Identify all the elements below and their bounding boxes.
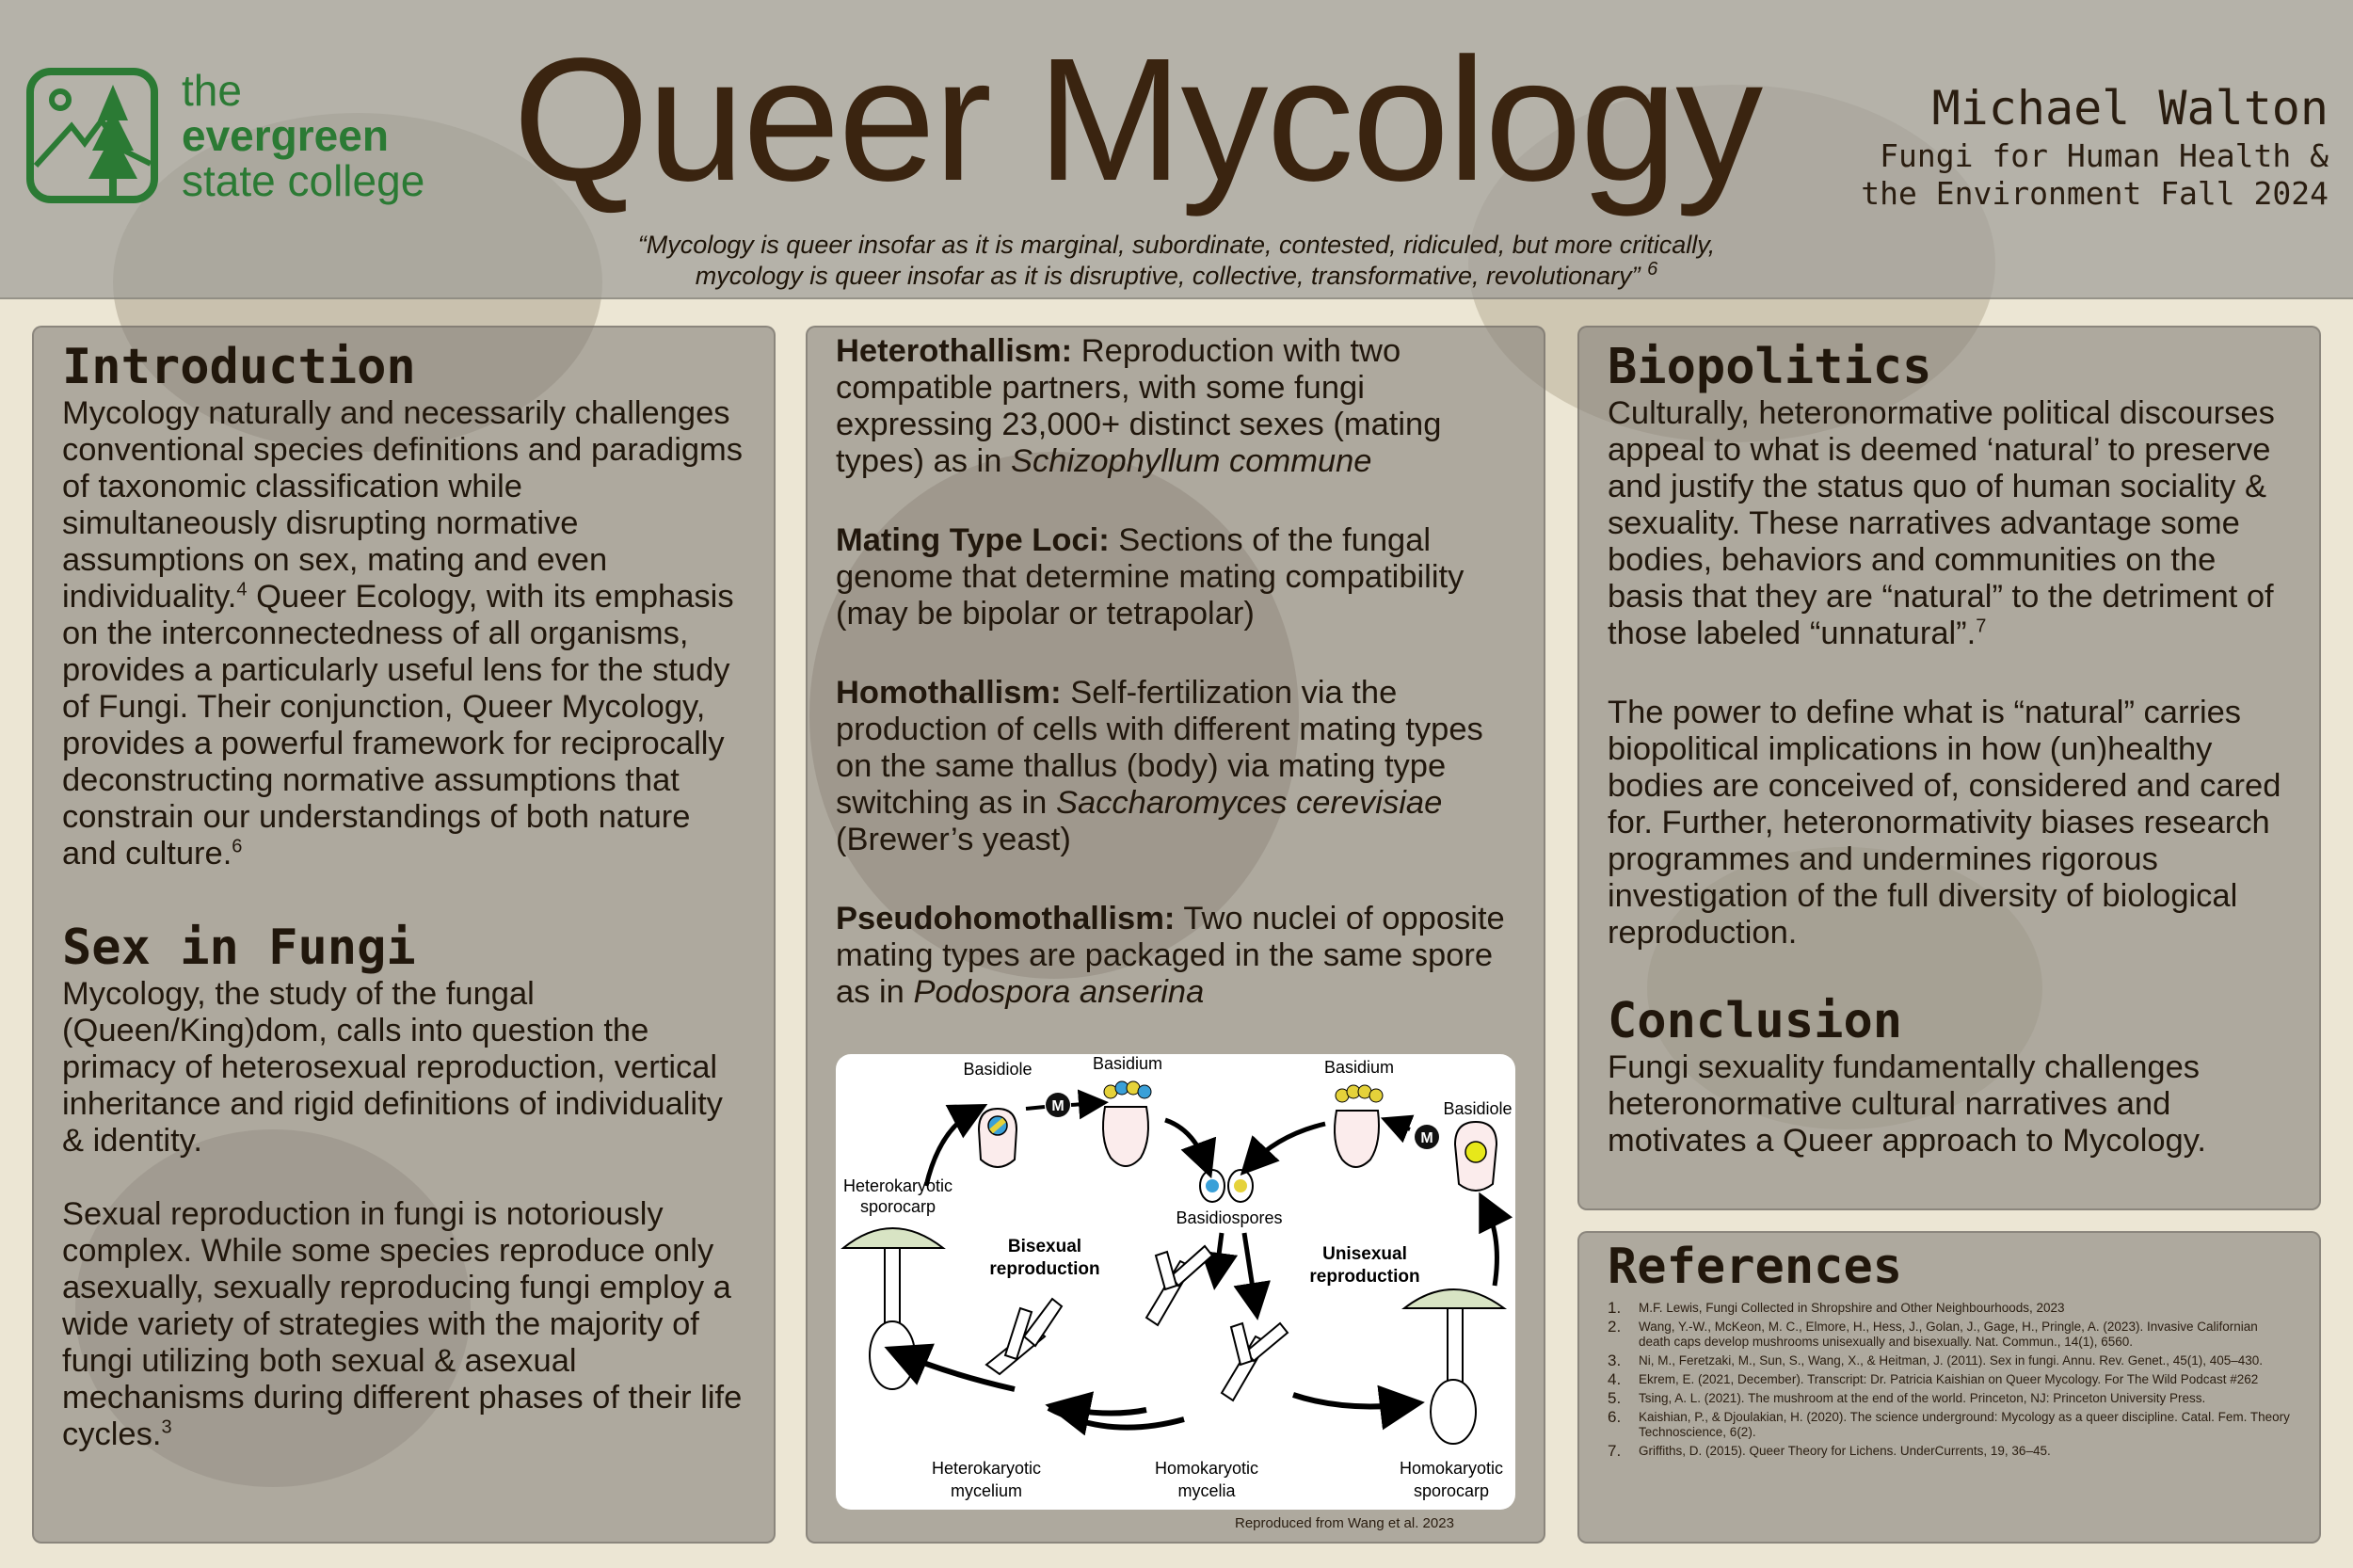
- mating-loci-term: Mating Type Loci:: [836, 522, 1110, 558]
- label-homokaryotic-sporocarp-2: sporocarp: [1413, 1481, 1490, 1500]
- pseudohomothallism-species: Podospora anserina: [913, 974, 1205, 1010]
- conclusion-heading: Conclusion: [1608, 993, 1903, 1049]
- label-basidiole-right: Basidiole: [1443, 1099, 1513, 1118]
- reference-number: 5.: [1608, 1389, 1622, 1407]
- biopolitics-para-1: [1608, 395, 2291, 652]
- sex-in-fungi-ref: 3: [161, 1416, 172, 1438]
- heterothallism-text: Reproduction with two compatible partners, with some fungi expressing 23,000+ distinct sexes (mating types) as in: [836, 333, 1442, 479]
- reference-item: [1608, 1353, 2291, 1368]
- biopolitics-heading: Biopolitics: [1608, 339, 1932, 395]
- intro-text-b: Queer Ecology, with its emphasis on the interconnectedness of all organisms, provides a particularly useful lens for the study of Fungi. Their conjunction, Queer Mycology, provides a powerful framework for reciprocally deconstructing normative assumptions that constrain our understandings of both nature and culture.: [62, 579, 734, 872]
- author-block: [1861, 79, 2329, 213]
- diagram-credit: Reproduced from Wang et al. 2023: [1235, 1515, 1454, 1531]
- reference-text: Kaishian, P., & Djoulakian, H. (2020). The science underground: Mycology as a queer discipline. Catal. Fem. Theory Technoscience, 6(2).: [1639, 1410, 2290, 1439]
- homothallism-tail: (Brewer’s yeast): [836, 822, 1071, 857]
- biopolitics-para-1-text: Culturally, heteronormative political discourses appeal to what is deemed ‘natural’ to preserve and justify the status quo of human sociality & sexuality. These narratives advantage some bodies, behaviors and communities on the basis that they are “natural” to the detriment of those labeled “unnatural”.: [1608, 395, 2275, 651]
- arrow-8: [926, 1111, 975, 1186]
- pseudohomothallism-text: Two nuclei of opposite mating types are packaged in the same spore as in: [836, 901, 1505, 1010]
- biopolitics-ref: 7: [1976, 616, 1987, 637]
- heterothallism-species: Schizophyllum commune: [1011, 443, 1372, 479]
- label-heterokaryotic-sporocarp-2: sporocarp: [859, 1197, 936, 1216]
- mycelium-heterokaryotic: [986, 1299, 1062, 1374]
- label-heterokaryotic-sporocarp-1: Heterokaryotic: [842, 1176, 953, 1195]
- mating-loci-text: Sections of the fungal genome that determine mating compatibility (may be bipolar or tetrapolar): [836, 522, 1465, 632]
- epigraph-quote: [282, 230, 2071, 292]
- references-list: [1608, 1301, 2291, 1459]
- homothallism-species: Saccharomyces cerevisiae: [1055, 785, 1443, 821]
- intro-text: [62, 395, 745, 872]
- reference-text: Ni, M., Feretzaki, M., Sun, S., Wang, X., & Heitman, J. (2011). Sex in fungi. Annu. Rev. Genet., 45(1), 405–430.: [1639, 1353, 2264, 1368]
- reference-number: 4.: [1608, 1370, 1622, 1388]
- homothallism-term: Homothallism:: [836, 675, 1062, 711]
- reference-item: [1608, 1391, 2291, 1406]
- course-line-2: the Environment Fall 2024: [1861, 175, 2329, 212]
- references-panel: [1577, 1231, 2321, 1544]
- quote-ref: 6: [1647, 259, 1658, 280]
- homothallism-def: [836, 675, 1515, 858]
- homothallism-text: Self-fertilization via the production of cells with different mating types on the same thallus (body) via mating type switching as in: [836, 675, 1483, 821]
- author-name: Michael Walton: [1931, 81, 2329, 136]
- logo-wordmark: [182, 68, 424, 203]
- label-unisexual-2: reproduction: [1309, 1267, 1420, 1287]
- heterothallism-term: Heterothallism:: [836, 333, 1073, 369]
- arrow-1: [1026, 1107, 1045, 1109]
- mating-loci-def: [836, 522, 1515, 632]
- biopolitics-panel: [1577, 326, 2321, 1210]
- label-heterokaryotic-mycelium-2: mycelium: [950, 1481, 1023, 1500]
- meiosis-label-left: M: [1051, 1098, 1064, 1114]
- life-cycle-svg: [836, 1054, 1515, 1510]
- pseudohomothallism-def: [836, 901, 1515, 1011]
- intro-ref-a: 4: [236, 579, 248, 600]
- basidium-left: [1103, 1081, 1151, 1166]
- arrow-3: [1391, 1122, 1410, 1129]
- quote-line-1: “Mycology is queer insofar as it is marginal, subordinate, contested, ridiculed, but more critically,: [637, 231, 1716, 259]
- reference-item: [1608, 1372, 2291, 1387]
- poster-header: [0, 0, 2353, 299]
- arrow-5: [1250, 1124, 1325, 1165]
- arrow-2: [1071, 1103, 1097, 1105]
- label-basidiospores: Basidiospores: [1176, 1208, 1283, 1227]
- poster-title: Queer Mycology: [513, 23, 1762, 217]
- conclusion-text: Fungi sexuality fundamentally challenges heteronormative cultural narratives and motivates a Queer approach to Mycology.: [1608, 1049, 2207, 1159]
- reference-number: 1.: [1608, 1299, 1622, 1317]
- reference-number: 3.: [1608, 1352, 1622, 1369]
- basidiole-right: [1455, 1122, 1497, 1191]
- reference-item: [1608, 1410, 2291, 1440]
- reference-item: [1608, 1444, 2291, 1459]
- quote-line-2: mycology is queer insofar as it is disruptive, collective, transformative, revolutionary”: [695, 262, 1641, 290]
- pseudohomothallism-term: Pseudohomothallism:: [836, 901, 1176, 936]
- intro-ref-b: 6: [232, 836, 243, 857]
- arrow-12: [1062, 1408, 1146, 1414]
- intro-heading: Introduction: [62, 339, 416, 395]
- logo-line-2: evergreen: [182, 111, 389, 160]
- label-homokaryotic-mycelia-2: mycelia: [1177, 1481, 1236, 1500]
- arrow-9: [1485, 1205, 1497, 1286]
- logo-line-3: state college: [182, 156, 425, 205]
- mushroom-right: [1404, 1289, 1504, 1444]
- basidiole-left: [979, 1109, 1016, 1167]
- sex-in-fungi-para-2: [62, 1196, 745, 1453]
- meiosis-label-right: M: [1420, 1130, 1433, 1146]
- label-basidium-right: Basidium: [1323, 1058, 1395, 1077]
- reference-item: [1608, 1301, 2291, 1316]
- logo-line-1: the: [182, 66, 242, 115]
- label-bisexual-1: Bisexual: [1007, 1237, 1082, 1256]
- label-basidiole-left: Basidiole: [963, 1060, 1032, 1079]
- basidium-right: [1335, 1085, 1383, 1167]
- mycelium-homokaryotic-2: [1222, 1323, 1288, 1400]
- basidiospores: [1200, 1170, 1253, 1202]
- course-line-1: Fungi for Human Health &: [1880, 137, 2329, 174]
- arrow-7: [1244, 1233, 1256, 1306]
- label-basidium-left: Basidium: [1092, 1054, 1163, 1073]
- reference-number: 2.: [1608, 1318, 1622, 1336]
- mycelium-homokaryotic-1: [1146, 1246, 1212, 1325]
- evergreen-logo: [26, 68, 459, 218]
- sex-in-fungi-para-2-text: Sexual reproduction in fungi is notoriously complex. While some species reproduce only asexually, sexually reproducing fungi employ a wide variety of strategies with the majority of fungi utilizing both sexual & asexual mechanisms during different phases of their life cycles.: [62, 1196, 743, 1452]
- biopolitics-para-2: The power to define what is “natural” carries biopolitical implications in how (un)healthy bodies are conceived of, considered and cared for. Further, heteronormativity biases research programmes and undermines rigorous investigation of the full diversity of biological reproduction.: [1608, 695, 2281, 951]
- logo-emblem-icon: [26, 68, 158, 203]
- reference-item: [1608, 1320, 2291, 1350]
- label-heterokaryotic-mycelium-1: Heterokaryotic: [931, 1459, 1042, 1478]
- reference-text: Griffiths, D. (2015). Queer Theory for Lichens. UnderCurrents, 19, 36–45.: [1639, 1444, 2051, 1458]
- reference-text: Ekrem, E. (2021, December). Transcript: Dr. Patricia Kaishian on Queer Mycology. For The Wild Podcast #262: [1639, 1372, 2259, 1386]
- reference-text: Tsing, A. L. (2021). The mushroom at the end of the world. Princeton, NJ: Princeton University Press.: [1639, 1391, 2206, 1405]
- intro-text-a: Mycology naturally and necessarily challenges conventional species definitions and paradigms of taxonomic classification while simultaneously disrupting normative assumptions on sex, mating and even individuality.: [62, 395, 744, 615]
- sex-in-fungi-para-1: Mycology, the study of the fungal (Queen/King)dom, calls into question the primacy of heterosexual reproduction, vertical inheritance and rigid definitions of individuality & identity.: [62, 976, 723, 1159]
- arrow-13: [1293, 1395, 1408, 1406]
- label-homokaryotic-sporocarp-1: Homokaryotic: [1399, 1459, 1504, 1478]
- label-bisexual-2: reproduction: [989, 1259, 1100, 1279]
- references-heading: References: [1608, 1239, 1903, 1295]
- label-unisexual-1: Unisexual: [1322, 1244, 1407, 1264]
- reference-number: 7.: [1608, 1442, 1622, 1460]
- arrow-4: [1165, 1120, 1207, 1165]
- reference-text: M.F. Lewis, Fungi Collected in Shropshire and Other Neighbourhoods, 2023: [1639, 1301, 2065, 1315]
- label-homokaryotic-mycelia-1: Homokaryotic: [1154, 1459, 1259, 1478]
- reference-text: Wang, Y.-W., McKeon, M. C., Elmore, H., Hess, J., Golan, J., Gage, H., Pringle, A. (2023). Invasive Californian death caps develop mushrooms unisexually and bisexually. Nat. Commun., 14(1), 6560.: [1639, 1320, 2258, 1349]
- sex-in-fungi-heading: Sex in Fungi: [62, 920, 416, 976]
- arrow-6: [1216, 1233, 1222, 1276]
- left-panel: [32, 326, 776, 1544]
- life-cycle-diagram: [836, 1054, 1515, 1510]
- heterothallism-def: [836, 333, 1515, 480]
- reference-number: 6.: [1608, 1408, 1622, 1426]
